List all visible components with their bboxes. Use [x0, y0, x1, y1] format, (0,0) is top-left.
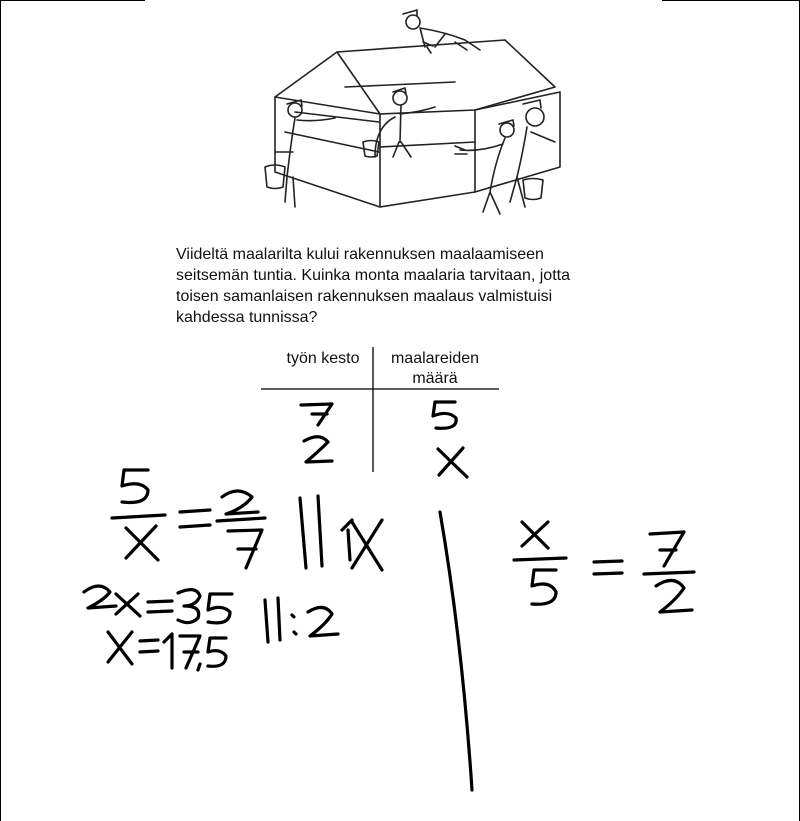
table-cell-painters-5	[433, 402, 456, 428]
table-cell-painters-x	[438, 448, 467, 477]
problem-line: Viideltä maalarilta kului rakennuksen maalaamiseen	[176, 246, 544, 263]
equation-line-2	[84, 586, 338, 642]
problem-line: kahdessa tunnissa?	[176, 309, 318, 326]
table-header-duration: työn kesto	[286, 350, 360, 367]
work-divider	[440, 512, 472, 790]
table-cell-duration-7	[301, 404, 332, 425]
table-header-painters-line1: maalareiden	[390, 350, 480, 367]
table-header-painters-line2: määrä	[412, 370, 458, 387]
problem-line: toisen samanlaisen rakennuksen maalaus valmistuisi	[176, 288, 553, 305]
equation-line-1	[112, 470, 382, 570]
problem-line: seitsemän tuntia. Kuinka monta maalaria tarvitaan, jotta	[176, 267, 570, 284]
table-cell-duration-2	[304, 437, 332, 462]
equation-right	[514, 522, 694, 612]
equation-line-3	[108, 632, 226, 670]
